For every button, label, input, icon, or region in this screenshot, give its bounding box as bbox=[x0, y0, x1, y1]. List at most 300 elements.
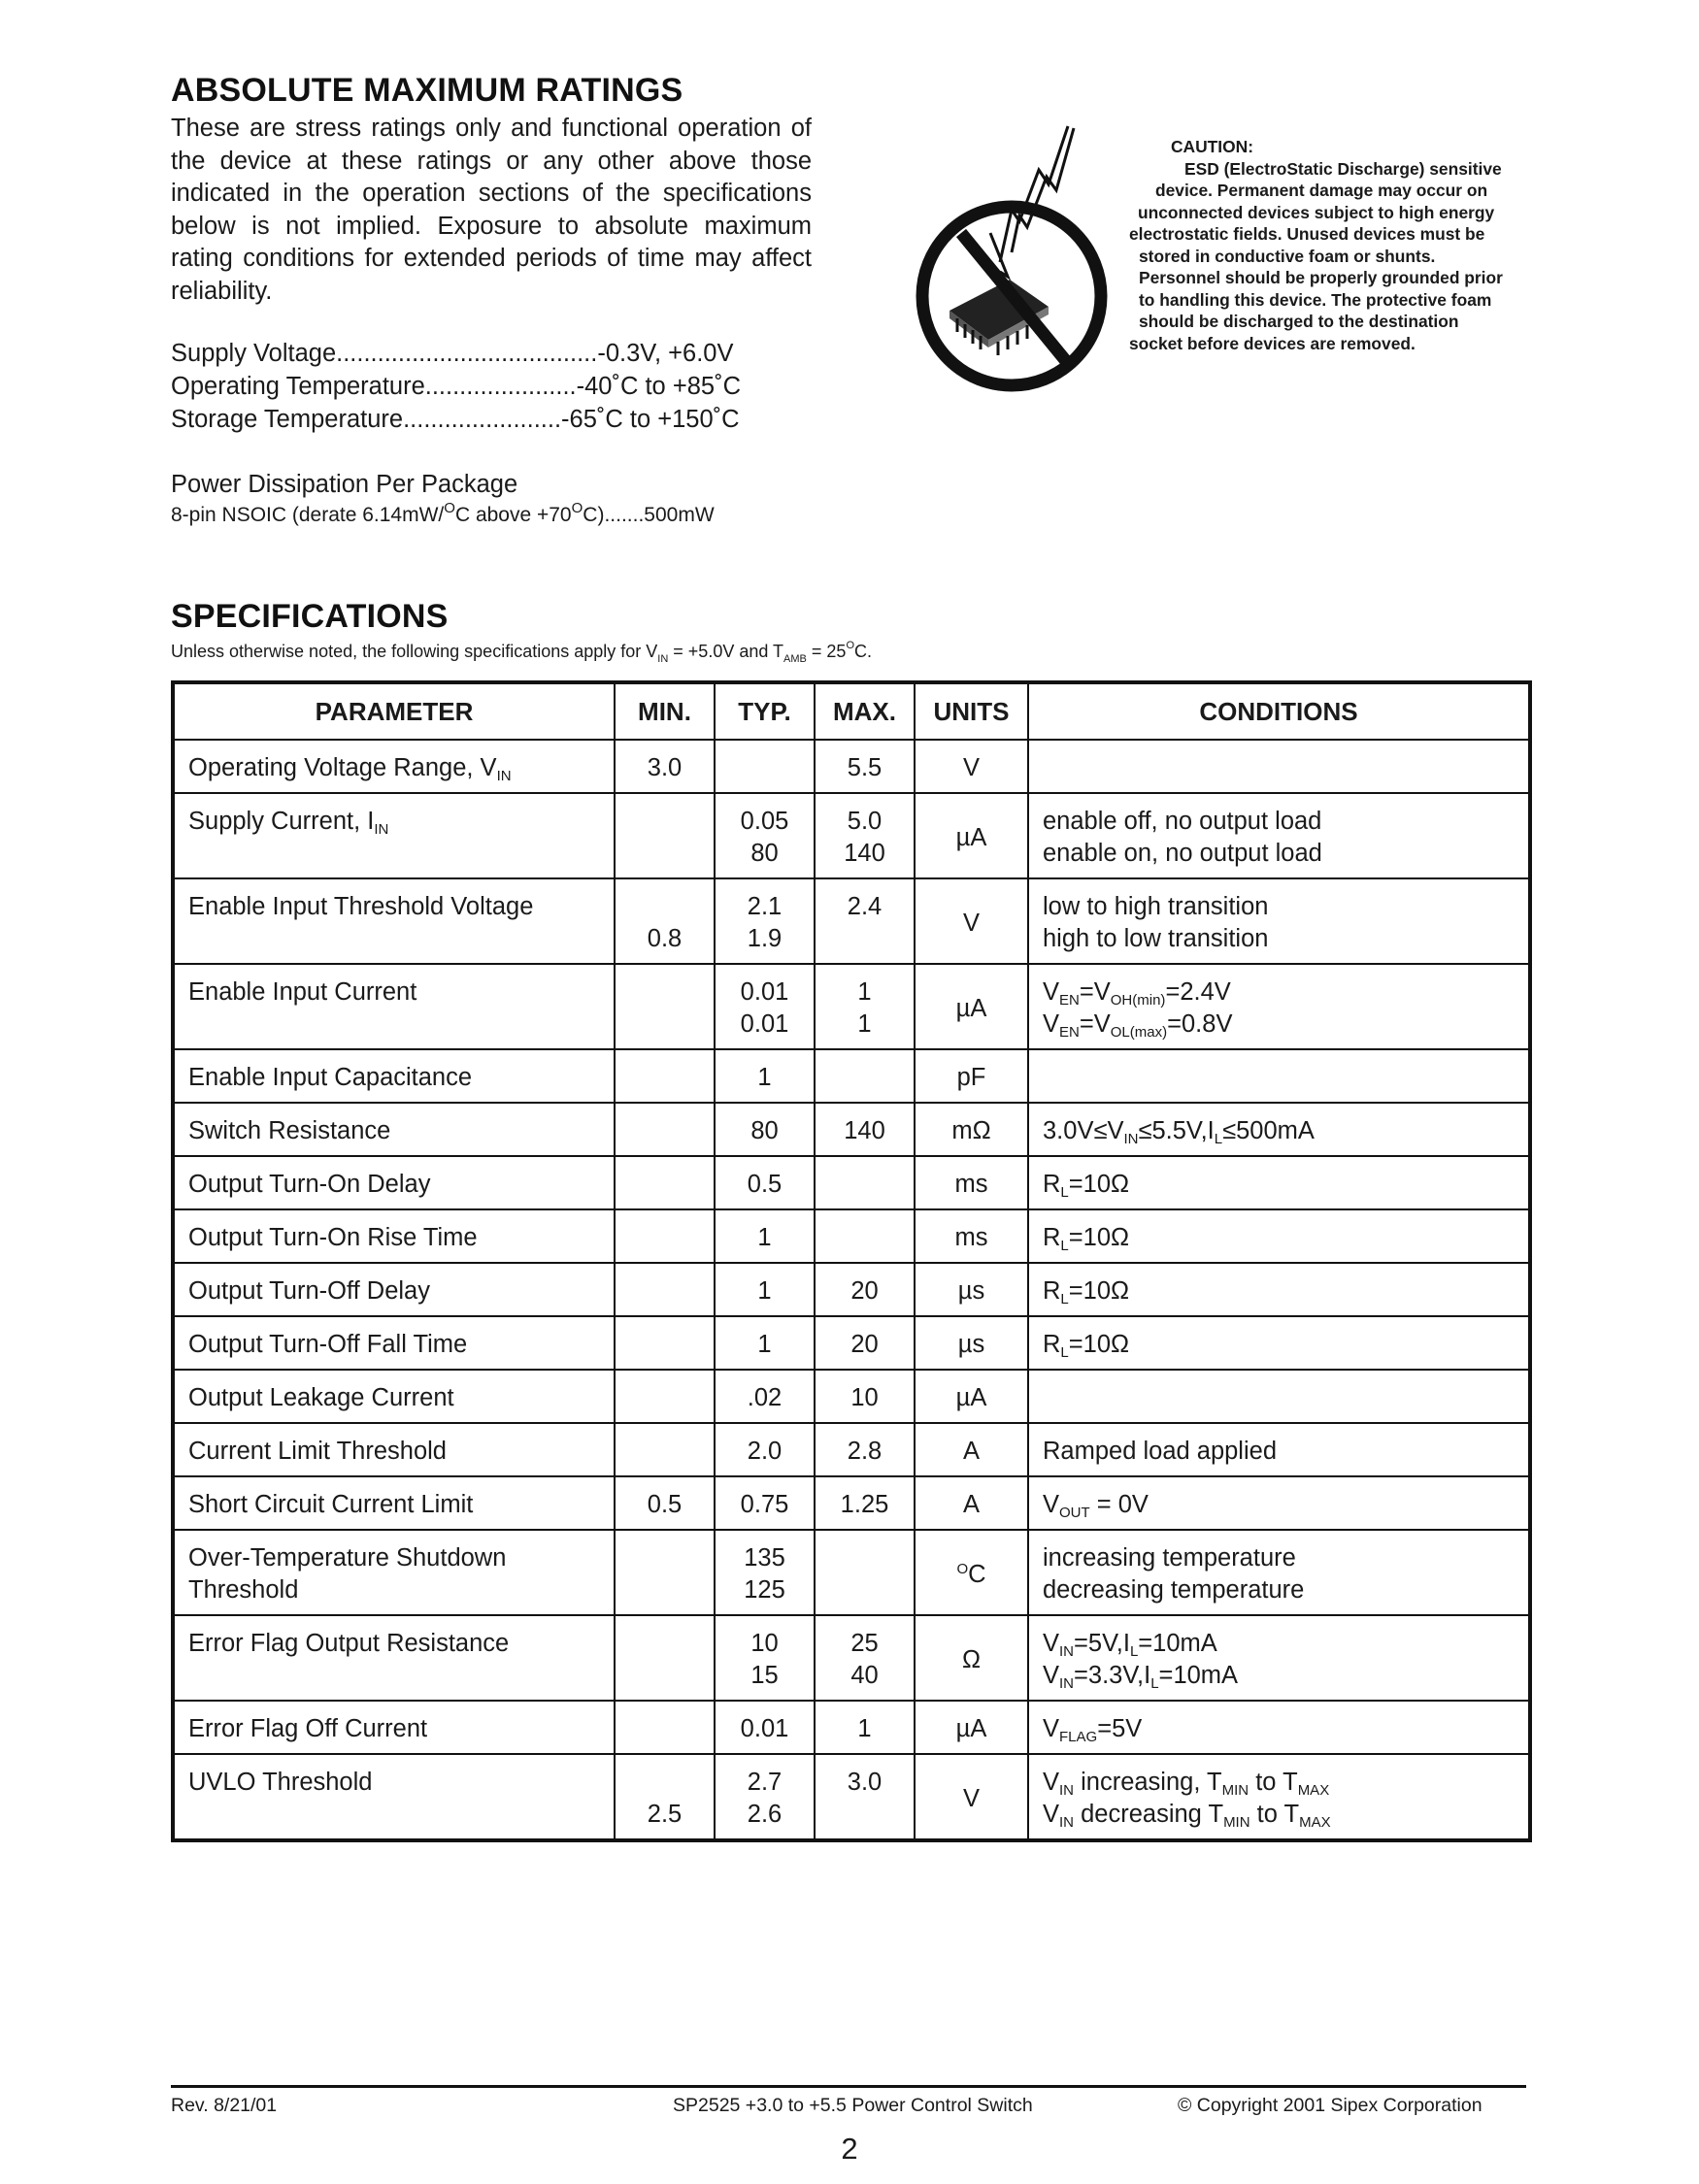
typ-value: 1.9 bbox=[747, 925, 783, 952]
parameter-line bbox=[188, 1382, 614, 1414]
condition-line-part: decreasing T bbox=[1074, 1801, 1224, 1828]
cell-parameter bbox=[173, 1263, 615, 1316]
cell-parameter bbox=[173, 1754, 615, 1840]
parameter-text: Switch Resistance bbox=[188, 1117, 391, 1144]
units-value: pF bbox=[956, 1064, 986, 1091]
max-value: 10 bbox=[850, 1384, 879, 1411]
condition-line-part: MAX bbox=[1297, 1782, 1330, 1799]
parameter-line bbox=[188, 1222, 614, 1254]
parameter-line bbox=[188, 1767, 614, 1799]
units-value: µA bbox=[955, 1384, 987, 1411]
power-dissipation-line: 8-pin NSOIC (derate 6.14mW/$^O$C above $+70^OC).......500mW$ bbox=[171, 500, 715, 526]
parameter-subscript: IN bbox=[496, 768, 512, 784]
cell-min bbox=[615, 878, 715, 964]
max-value: 140 bbox=[844, 840, 885, 867]
condition-line bbox=[1043, 1660, 1528, 1692]
min-value bbox=[616, 1115, 714, 1147]
specifications-note: Unless otherwise noted, the following specifications apply for $V_{IN} = +5.0V$ and $T_{AMB} = 25^OC$. bbox=[171, 640, 872, 665]
cell-typ bbox=[715, 1754, 815, 1840]
condition-line: low to high transition bbox=[1043, 893, 1269, 920]
page-number: 2 bbox=[841, 2132, 858, 2166]
condition-line-part: L bbox=[1060, 1238, 1069, 1254]
condition-line-part: =10Ω bbox=[1068, 1331, 1130, 1358]
min-value: 0.8 bbox=[647, 925, 683, 952]
typ-value: 0.01 bbox=[740, 1010, 789, 1038]
min-value bbox=[616, 1275, 714, 1307]
condition-line bbox=[1043, 1382, 1528, 1414]
parameter-text: Threshold bbox=[188, 1576, 299, 1604]
parameter-text: Output Turn-On Rise Time bbox=[188, 1224, 478, 1251]
parameter-text: Enable Input Threshold Voltage bbox=[188, 893, 534, 920]
typ-value: 1 bbox=[757, 1277, 772, 1305]
condition-line bbox=[1043, 1628, 1528, 1660]
cell-min bbox=[615, 793, 715, 878]
cell-typ bbox=[715, 1615, 815, 1701]
condition-line-part: =5V bbox=[1097, 1715, 1143, 1742]
condition-line bbox=[1043, 1767, 1528, 1799]
parameter-text: Short Circuit Current Limit bbox=[188, 1491, 474, 1518]
typ-value: 80 bbox=[750, 840, 779, 867]
parameter-text: Supply Current, I bbox=[188, 808, 375, 835]
condition-line: increasing temperature bbox=[1043, 1544, 1296, 1572]
parameter-subscript: IN bbox=[374, 821, 389, 838]
parameter-text: Current Limit Threshold bbox=[188, 1438, 447, 1465]
cell-parameter bbox=[173, 1103, 615, 1156]
condition-line bbox=[1043, 1062, 1528, 1094]
cell-parameter bbox=[173, 964, 615, 1049]
cell-min bbox=[615, 740, 715, 793]
condition-line-part: L bbox=[1150, 1675, 1159, 1692]
condition-line: high to low transition bbox=[1043, 925, 1269, 952]
units-value: A bbox=[962, 1491, 980, 1518]
typ-value: 0.01 bbox=[740, 1715, 789, 1742]
units-value: V bbox=[962, 754, 980, 781]
condition-line-part: IN bbox=[1059, 1814, 1075, 1831]
condition-line bbox=[1043, 1115, 1528, 1147]
condition-line-part: = 0V bbox=[1089, 1491, 1149, 1518]
abs-max-intro: These are stress ratings only and functional operation of the device at these ratings or any other above those indicated in the operation sections of the specifications below is not implied. Exposure to absolute maximum rating conditions for extended periods of time may affect reliability. bbox=[171, 115, 812, 305]
caution-line: Personnel should be properly grounded prior bbox=[1139, 268, 1503, 287]
units-value: mΩ bbox=[951, 1117, 991, 1144]
condition-line-part: OH(min) bbox=[1110, 992, 1166, 1009]
condition-line-part: =V bbox=[1079, 1010, 1111, 1038]
condition-line bbox=[1043, 1169, 1528, 1201]
min-value bbox=[616, 1574, 714, 1606]
min-value: 3.0 bbox=[647, 754, 683, 781]
units-value: ms bbox=[954, 1171, 988, 1198]
condition-line bbox=[1043, 1222, 1528, 1254]
cell-max bbox=[815, 1530, 915, 1615]
caution-block bbox=[1129, 136, 1503, 354]
typ-value: 135 bbox=[744, 1544, 785, 1572]
min-value bbox=[616, 1660, 714, 1692]
parameter-text: Output Leakage Current bbox=[188, 1384, 454, 1411]
min-value bbox=[616, 1713, 714, 1745]
max-value bbox=[816, 1222, 914, 1254]
condition-line bbox=[1043, 1489, 1528, 1521]
cell-max bbox=[815, 1754, 915, 1840]
parameter-text: Over-Temperature Shutdown bbox=[188, 1544, 507, 1572]
cell-typ bbox=[715, 1316, 815, 1370]
cell-conditions bbox=[1028, 793, 1530, 878]
condition-line-part: R bbox=[1043, 1277, 1061, 1305]
caution-line: device. Permanent damage may occur on bbox=[1155, 181, 1488, 200]
condition-line-part: ≤500mA bbox=[1222, 1117, 1315, 1144]
condition-line: enable off, no output load bbox=[1043, 808, 1322, 835]
units-value bbox=[916, 1559, 1027, 1591]
parameter-line bbox=[188, 1275, 614, 1307]
min-value bbox=[616, 891, 714, 923]
condition-line bbox=[1043, 976, 1528, 1009]
cell-parameter bbox=[173, 1156, 615, 1209]
cell-typ bbox=[715, 1530, 815, 1615]
table-row bbox=[173, 1754, 1530, 1840]
cell-max bbox=[815, 1701, 915, 1754]
condition-line-part: V bbox=[1043, 1769, 1060, 1796]
table-row bbox=[173, 1156, 1530, 1209]
cell-max bbox=[815, 1049, 915, 1103]
min-value bbox=[616, 1329, 714, 1361]
cell-units bbox=[915, 1156, 1028, 1209]
parameter-text: Error Flag Off Current bbox=[188, 1715, 428, 1742]
parameter-line bbox=[188, 806, 614, 838]
condition-line-part: L bbox=[1060, 1344, 1069, 1361]
cell-min bbox=[615, 1049, 715, 1103]
typ-value: 1 bbox=[757, 1224, 772, 1251]
min-value bbox=[616, 1009, 714, 1041]
parameter-line bbox=[188, 1542, 614, 1574]
table-row bbox=[173, 1103, 1530, 1156]
min-value bbox=[616, 1436, 714, 1468]
condition-line-part: L bbox=[1214, 1131, 1223, 1147]
units-value-part: C bbox=[968, 1560, 986, 1588]
cell-units bbox=[915, 793, 1028, 878]
max-value: 1 bbox=[857, 1715, 872, 1742]
condition-line bbox=[1043, 1713, 1528, 1745]
cell-max bbox=[815, 1316, 915, 1370]
cell-conditions bbox=[1028, 740, 1530, 793]
cell-units bbox=[915, 878, 1028, 964]
typ-value: 2.1 bbox=[747, 893, 783, 920]
condition-line-part: V bbox=[1043, 1010, 1060, 1038]
footer-document-title: SP2525 +3.0 to +5.5 Power Control Switch bbox=[673, 2095, 1033, 2116]
condition-line-part: increasing, T bbox=[1074, 1769, 1222, 1796]
cell-min bbox=[615, 1754, 715, 1840]
header-units: UNITS bbox=[915, 682, 1028, 740]
table-row bbox=[173, 1530, 1530, 1615]
cell-typ bbox=[715, 878, 815, 964]
min-value bbox=[616, 1628, 714, 1660]
cell-min bbox=[615, 1701, 715, 1754]
cell-typ bbox=[715, 1049, 815, 1103]
rating-storage-temperature: Storage Temperature.......................-65˚C to +150˚C bbox=[171, 406, 740, 433]
min-value bbox=[616, 1542, 714, 1574]
parameter-line bbox=[188, 1436, 614, 1468]
condition-line bbox=[1043, 1329, 1528, 1361]
cell-parameter bbox=[173, 1316, 615, 1370]
cell-max bbox=[815, 1209, 915, 1263]
condition-line-part: IN bbox=[1059, 1782, 1075, 1799]
units-value: V bbox=[962, 909, 980, 937]
condition-line-part: OL(max) bbox=[1110, 1024, 1168, 1041]
table-row bbox=[173, 1370, 1530, 1423]
parameter-text: Operating Voltage Range, V bbox=[188, 754, 497, 781]
max-value: 2.8 bbox=[847, 1438, 883, 1465]
min-value bbox=[616, 1169, 714, 1201]
condition-line-part: IN bbox=[1059, 1643, 1075, 1660]
table-row bbox=[173, 740, 1530, 793]
cell-parameter bbox=[173, 1370, 615, 1423]
units-value: µA bbox=[955, 994, 987, 1022]
condition-line-part: =5V,I bbox=[1074, 1630, 1130, 1657]
cell-conditions bbox=[1028, 1530, 1530, 1615]
cell-conditions bbox=[1028, 1370, 1530, 1423]
units-value-part: O bbox=[956, 1560, 969, 1577]
condition-line: Ramped load applied bbox=[1043, 1438, 1278, 1465]
parameter-line bbox=[188, 1713, 614, 1745]
cell-min bbox=[615, 1103, 715, 1156]
abs-max-title: ABSOLUTE MAXIMUM RATINGS bbox=[171, 72, 683, 109]
min-value bbox=[616, 1062, 714, 1094]
cell-max bbox=[815, 1615, 915, 1701]
parameter-line bbox=[188, 1628, 614, 1660]
cell-min bbox=[615, 964, 715, 1049]
parameter-text: Output Turn-On Delay bbox=[188, 1171, 431, 1198]
cell-max bbox=[815, 1103, 915, 1156]
typ-value: 15 bbox=[750, 1662, 779, 1689]
caution-line: socket before devices are removed. bbox=[1129, 333, 1416, 353]
cell-min bbox=[615, 1530, 715, 1615]
caution-line: should be discharged to the destination bbox=[1139, 312, 1459, 331]
cell-conditions bbox=[1028, 1423, 1530, 1476]
min-value bbox=[616, 1767, 714, 1799]
cell-parameter bbox=[173, 793, 615, 878]
table-row bbox=[173, 1476, 1530, 1530]
max-value: 5.0 bbox=[847, 808, 883, 835]
table-row bbox=[173, 1263, 1530, 1316]
header-parameter: PARAMETER bbox=[173, 682, 615, 740]
cell-max bbox=[815, 1423, 915, 1476]
cell-min bbox=[615, 1263, 715, 1316]
condition-line-part: =3.3V,I bbox=[1074, 1662, 1151, 1689]
condition-line: enable on, no output load bbox=[1043, 840, 1322, 867]
cell-units bbox=[915, 1754, 1028, 1840]
cell-min bbox=[615, 1156, 715, 1209]
cell-units bbox=[915, 1316, 1028, 1370]
cell-conditions bbox=[1028, 1476, 1530, 1530]
condition-line-part: MIN bbox=[1221, 1782, 1249, 1799]
cell-units bbox=[915, 740, 1028, 793]
cell-conditions bbox=[1028, 1049, 1530, 1103]
header-max: MAX. bbox=[815, 682, 915, 740]
cell-parameter bbox=[173, 1701, 615, 1754]
cell-units bbox=[915, 1103, 1028, 1156]
condition-line-part: L bbox=[1060, 1291, 1069, 1307]
cell-min bbox=[615, 1615, 715, 1701]
max-value: 1 bbox=[857, 1010, 872, 1038]
header-typ: TYP. bbox=[715, 682, 815, 740]
typ-value: 0.01 bbox=[740, 978, 789, 1006]
parameter-text: UVLO Threshold bbox=[188, 1769, 373, 1796]
cell-parameter bbox=[173, 878, 615, 964]
cell-conditions bbox=[1028, 878, 1530, 964]
footer-revision: Rev. 8/21/01 bbox=[171, 2095, 278, 2116]
units-value: Ω bbox=[961, 1645, 982, 1673]
max-value: 1 bbox=[857, 978, 872, 1006]
cell-units bbox=[915, 964, 1028, 1049]
footer-rule bbox=[171, 2085, 1526, 2088]
typ-value: 1 bbox=[757, 1064, 772, 1091]
cell-max bbox=[815, 1370, 915, 1423]
cell-units bbox=[915, 1209, 1028, 1263]
table-row bbox=[173, 1701, 1530, 1754]
max-value: 5.5 bbox=[847, 754, 883, 781]
condition-line-part: 3.0V≤V bbox=[1043, 1117, 1124, 1144]
condition-line-part: V bbox=[1043, 1715, 1060, 1742]
condition-line-part: V bbox=[1043, 1662, 1060, 1689]
condition-line-part: FLAG bbox=[1059, 1729, 1098, 1745]
cell-units bbox=[915, 1263, 1028, 1316]
table-row bbox=[173, 1049, 1530, 1103]
table-row bbox=[173, 1615, 1530, 1701]
table-row bbox=[173, 1316, 1530, 1370]
parameter-line bbox=[188, 1115, 614, 1147]
cell-typ bbox=[715, 1103, 815, 1156]
condition-line-part: =10Ω bbox=[1068, 1171, 1130, 1198]
cell-parameter bbox=[173, 1049, 615, 1103]
max-value: 20 bbox=[850, 1331, 879, 1358]
condition-line bbox=[1043, 1275, 1528, 1307]
condition-line-part: ≤5.5V,I bbox=[1138, 1117, 1215, 1144]
condition-line-part: OUT bbox=[1059, 1505, 1090, 1521]
cell-units bbox=[915, 1615, 1028, 1701]
cell-units bbox=[915, 1049, 1028, 1103]
cell-parameter bbox=[173, 1423, 615, 1476]
cell-conditions bbox=[1028, 964, 1530, 1049]
condition-line-part: =V bbox=[1079, 978, 1111, 1006]
parameter-line bbox=[188, 891, 614, 923]
cell-conditions bbox=[1028, 1263, 1530, 1316]
specifications-title: SPECIFICATIONS bbox=[171, 598, 449, 635]
typ-value: 0.75 bbox=[740, 1491, 789, 1518]
cell-conditions bbox=[1028, 1701, 1530, 1754]
caution-line: electrostatic fields. Unused devices must be bbox=[1129, 224, 1485, 244]
cell-conditions bbox=[1028, 1156, 1530, 1209]
condition-line-part: to T bbox=[1249, 1769, 1298, 1796]
min-value bbox=[616, 806, 714, 838]
table-row bbox=[173, 1423, 1530, 1476]
cell-min bbox=[615, 1370, 715, 1423]
cell-min bbox=[615, 1316, 715, 1370]
condition-line bbox=[1043, 752, 1528, 784]
units-value: µA bbox=[955, 1715, 987, 1742]
typ-value: 0.5 bbox=[747, 1171, 783, 1198]
table-row bbox=[173, 878, 1530, 964]
condition-line-part: =10mA bbox=[1158, 1662, 1239, 1689]
esd-warning-icon bbox=[903, 116, 1136, 408]
cell-conditions bbox=[1028, 1103, 1530, 1156]
typ-value: 80 bbox=[750, 1117, 779, 1144]
typ-value: .02 bbox=[747, 1384, 783, 1411]
max-value: 25 bbox=[850, 1630, 879, 1657]
condition-line-part: =10Ω bbox=[1068, 1277, 1130, 1305]
cell-typ bbox=[715, 793, 815, 878]
min-value bbox=[616, 1382, 714, 1414]
power-dissipation-heading: Power Dissipation Per Package bbox=[171, 471, 518, 498]
max-value bbox=[816, 923, 914, 955]
condition-line-part: V bbox=[1043, 1491, 1060, 1518]
max-value: 20 bbox=[850, 1277, 879, 1305]
typ-value: 1 bbox=[757, 1331, 772, 1358]
condition-line-part: =10Ω bbox=[1068, 1224, 1130, 1251]
units-value: A bbox=[962, 1438, 980, 1465]
cell-conditions bbox=[1028, 1615, 1530, 1701]
condition-line-part: IN bbox=[1059, 1675, 1075, 1692]
condition-line-part: EN bbox=[1059, 1024, 1080, 1041]
condition-line bbox=[1043, 1009, 1528, 1041]
cell-units bbox=[915, 1423, 1028, 1476]
cell-parameter bbox=[173, 1209, 615, 1263]
cell-min bbox=[615, 1209, 715, 1263]
max-value bbox=[816, 1542, 914, 1574]
cell-typ bbox=[715, 1370, 815, 1423]
caution-title: CAUTION: bbox=[1171, 137, 1254, 156]
typ-value: 2.6 bbox=[747, 1801, 783, 1828]
min-value bbox=[616, 838, 714, 870]
min-value bbox=[616, 976, 714, 1009]
units-value: µs bbox=[957, 1331, 985, 1358]
cell-min bbox=[615, 1423, 715, 1476]
specifications-table bbox=[171, 680, 1532, 1842]
cell-units bbox=[915, 1476, 1028, 1530]
caution-line: to handling this device. The protective foam bbox=[1139, 289, 1492, 310]
parameter-line bbox=[188, 976, 614, 1009]
condition-line: decreasing temperature bbox=[1043, 1576, 1305, 1604]
table-header-row bbox=[173, 682, 1530, 740]
typ-value bbox=[716, 752, 814, 784]
units-value: ms bbox=[954, 1224, 988, 1251]
cell-typ bbox=[715, 1209, 815, 1263]
parameter-line bbox=[188, 1329, 614, 1361]
condition-line-part: R bbox=[1043, 1171, 1061, 1198]
cell-typ bbox=[715, 1423, 815, 1476]
cell-parameter bbox=[173, 1615, 615, 1701]
condition-line-part: IN bbox=[1123, 1131, 1139, 1147]
max-value bbox=[816, 1574, 914, 1606]
parameter-text: Output Turn-Off Delay bbox=[188, 1277, 430, 1305]
typ-value: 2.7 bbox=[747, 1769, 783, 1796]
cell-max bbox=[815, 1263, 915, 1316]
condition-line-part: V bbox=[1043, 1630, 1060, 1657]
max-value: 1.25 bbox=[840, 1491, 889, 1518]
condition-line-part: R bbox=[1043, 1331, 1061, 1358]
max-value: 40 bbox=[850, 1662, 879, 1689]
typ-value: 0.05 bbox=[740, 808, 789, 835]
typ-value: 125 bbox=[744, 1576, 785, 1604]
parameter-line bbox=[188, 1062, 614, 1094]
cell-units bbox=[915, 1701, 1028, 1754]
cell-typ bbox=[715, 1263, 815, 1316]
cell-max bbox=[815, 740, 915, 793]
max-value: 140 bbox=[844, 1117, 885, 1144]
max-value bbox=[816, 1062, 914, 1094]
min-value bbox=[616, 1222, 714, 1254]
condition-line-part: =2.4V bbox=[1165, 978, 1231, 1006]
cell-conditions bbox=[1028, 1754, 1530, 1840]
max-value: 2.4 bbox=[847, 893, 883, 920]
condition-line-part: L bbox=[1060, 1184, 1069, 1201]
condition-line-part: R bbox=[1043, 1224, 1061, 1251]
